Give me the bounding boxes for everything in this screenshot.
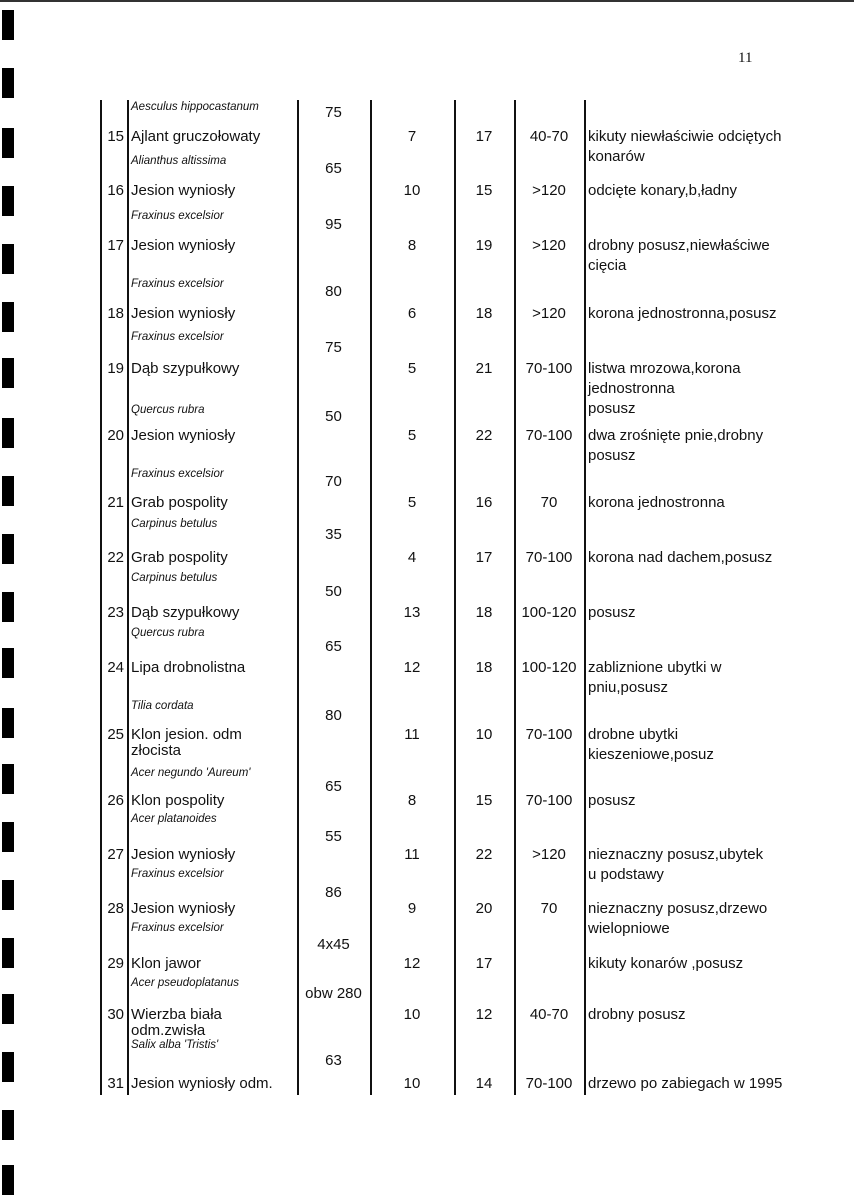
tree-height: 5 <box>407 360 417 377</box>
condition-note: drobny posusz <box>588 1006 686 1023</box>
condition-note: nieznaczny posusz,ubytek <box>588 846 764 863</box>
condition-note: posusz <box>588 604 636 621</box>
tree-age: >120 <box>532 846 566 863</box>
tree-age: 40-70 <box>529 128 569 145</box>
species-name: Jesion wyniosły <box>131 427 236 444</box>
binding-mark <box>2 358 14 388</box>
binding-mark <box>2 1052 14 1082</box>
tree-age: >120 <box>532 305 566 322</box>
trunk-circumference: 65 <box>325 778 342 795</box>
trunk-circumference: 63 <box>325 1052 342 1069</box>
trunk-circumference: 86 <box>325 884 342 901</box>
condition-note: korona jednostronna <box>588 494 725 511</box>
species-name: Jesion wyniosły <box>131 182 236 199</box>
tree-height: 13 <box>403 604 421 621</box>
trunk-circumference: 80 <box>325 283 342 300</box>
tree-age: 40-70 <box>529 1006 569 1023</box>
tree-height: 10 <box>403 1006 421 1023</box>
binding-mark <box>2 302 14 332</box>
row-number: 25 <box>107 726 124 743</box>
tree-height: 12 <box>403 955 421 972</box>
crown-width: 12 <box>475 1006 493 1023</box>
binding-mark <box>2 880 14 910</box>
species-name: Klon jesion. odm <box>131 726 242 743</box>
crown-width: 15 <box>475 792 493 809</box>
tree-height: 11 <box>404 726 420 743</box>
binding-mark <box>2 822 14 852</box>
latin-name: Fraxinus excelsior <box>131 468 224 480</box>
binding-mark <box>2 128 14 158</box>
tree-height: 10 <box>403 182 421 199</box>
trunk-circumference: 65 <box>325 638 342 655</box>
tree-age: 70-100 <box>525 427 573 444</box>
crown-width: 14 <box>475 1075 493 1092</box>
tree-age: >120 <box>532 182 566 199</box>
binding-mark <box>2 592 14 622</box>
trunk-circumference: 95 <box>325 216 342 233</box>
species-name: Dąb szypułkowy <box>131 604 240 621</box>
tree-age: 70 <box>540 900 558 917</box>
latin-name: Quercus rubra <box>131 627 205 639</box>
latin-name: Salix alba 'Tristis' <box>131 1039 219 1051</box>
condition-note: dwa zrośnięte pnie,drobny <box>588 427 764 444</box>
condition-note: zabliznione ubytki w <box>588 659 722 676</box>
tree-age: >120 <box>532 237 566 254</box>
tree-age: 70-100 <box>525 549 573 566</box>
tree-height: 7 <box>407 128 417 145</box>
crown-width: 17 <box>475 549 493 566</box>
condition-note: drobne ubytki <box>588 726 679 743</box>
species-name: Jesion wyniosły odm. <box>131 1075 273 1092</box>
binding-mark <box>2 68 14 98</box>
species-name: Grab pospolity <box>131 549 228 566</box>
trunk-circumference: 65 <box>325 160 342 177</box>
species-name: Wierzba biała <box>131 1006 222 1023</box>
latin-name: Acer negundo 'Aureum' <box>131 767 251 779</box>
condition-note: posusz <box>588 792 636 809</box>
condition-note: nieznaczny posusz,drzewo <box>588 900 768 917</box>
tree-height: 8 <box>407 237 417 254</box>
row-number: 27 <box>107 846 124 863</box>
crown-width: 15 <box>475 182 493 199</box>
latin-name: Fraxinus excelsior <box>131 868 224 880</box>
binding-mark <box>2 994 14 1024</box>
condition-note: u podstawy <box>588 866 664 883</box>
crown-width: 10 <box>475 726 493 743</box>
page-number: 11 <box>738 50 753 66</box>
latin-name: Fraxinus excelsior <box>131 278 224 290</box>
latin-name: Tilia cordata <box>131 700 194 712</box>
condition-note: cięcia <box>588 257 627 274</box>
condition-note: wielopniowe <box>588 920 670 937</box>
tree-height: 5 <box>407 427 417 444</box>
condition-note: kikuty konarów ,posusz <box>588 955 744 972</box>
row-number: 29 <box>107 955 124 972</box>
species-name: Dąb szypułkowy <box>131 360 240 377</box>
trunk-circumference: 75 <box>325 339 342 356</box>
binding-mark <box>2 10 14 40</box>
tree-age: 100-120 <box>521 659 577 676</box>
row-number: 22 <box>107 549 124 566</box>
crown-width: 22 <box>475 427 493 444</box>
condition-note: drzewo po zabiegach w 1995 <box>588 1075 783 1092</box>
row-number: 18 <box>107 305 124 322</box>
crown-width: 18 <box>475 659 493 676</box>
tree-height: 4 <box>407 549 417 566</box>
condition-note: kieszeniowe,posuz <box>588 746 714 763</box>
condition-note: kikuty niewłaściwie odciętych <box>588 128 782 145</box>
binding-mark <box>2 1110 14 1140</box>
row-number: 31 <box>107 1075 124 1092</box>
binding-mark <box>2 534 14 564</box>
binding-mark <box>2 476 14 506</box>
crown-width: 21 <box>475 360 493 377</box>
condition-note: pniu,posusz <box>588 679 669 696</box>
trunk-circumference: 75 <box>325 104 342 121</box>
condition-note: drobny posusz,niewłaściwe <box>588 237 770 254</box>
species-name: Jesion wyniosły <box>131 900 236 917</box>
latin-name: Carpinus betulus <box>131 572 218 584</box>
condition-note: konarów <box>588 148 645 165</box>
trunk-circumference: 35 <box>325 526 342 543</box>
trunk-circumference: 4x45 <box>317 936 350 953</box>
species-name: Jesion wyniosły <box>131 305 236 322</box>
page-top-border <box>0 0 854 2</box>
species-name: Ajlant gruczołowaty <box>131 128 261 145</box>
row-number: 19 <box>107 360 124 377</box>
species-name: Grab pospolity <box>131 494 228 511</box>
latin-name: Quercus rubra <box>131 404 205 416</box>
binding-mark <box>2 764 14 794</box>
binding-mark <box>2 648 14 678</box>
row-number: 17 <box>107 237 124 254</box>
row-number: 16 <box>107 182 124 199</box>
tree-height: 6 <box>407 305 417 322</box>
condition-note: posusz <box>588 447 636 464</box>
species-name: Klon jawor <box>131 955 202 972</box>
binding-mark <box>2 244 14 274</box>
tree-height: 8 <box>407 792 417 809</box>
crown-width: 19 <box>475 237 493 254</box>
species-name: Klon pospolity <box>131 792 225 809</box>
tree-age: 70-100 <box>525 726 573 743</box>
latin-name: Aesculus hippocastanum <box>131 101 259 113</box>
tree-height: 11 <box>404 846 420 863</box>
crown-width: 18 <box>475 604 493 621</box>
crown-width: 17 <box>475 128 493 145</box>
binding-mark <box>2 1165 14 1195</box>
column-divider <box>584 100 586 1095</box>
species-name-cont: odm.zwisła <box>131 1022 206 1039</box>
crown-width: 20 <box>475 900 493 917</box>
condition-note: posusz <box>588 400 636 417</box>
tree-age: 70-100 <box>525 1075 573 1092</box>
tree-height: 5 <box>407 494 417 511</box>
condition-note: listwa mrozowa,korona <box>588 360 741 377</box>
trunk-circumference: obw 280 <box>305 985 362 1002</box>
binding-mark <box>2 938 14 968</box>
crown-width: 16 <box>475 494 493 511</box>
binding-mark <box>2 418 14 448</box>
trunk-circumference: 55 <box>325 828 342 845</box>
row-number: 24 <box>107 659 124 676</box>
latin-name: Fraxinus excelsior <box>131 210 224 222</box>
row-number: 15 <box>107 128 124 145</box>
tree-age: 70-100 <box>525 360 573 377</box>
row-number: 21 <box>107 494 124 511</box>
row-number: 20 <box>107 427 124 444</box>
tree-height: 9 <box>407 900 417 917</box>
crown-width: 22 <box>475 846 493 863</box>
trunk-circumference: 80 <box>325 707 342 724</box>
column-divider <box>127 100 129 1095</box>
trunk-circumference: 70 <box>325 473 342 490</box>
condition-note: korona nad dachem,posusz <box>588 549 773 566</box>
condition-note: jednostronna <box>588 380 675 397</box>
binding-mark <box>2 186 14 216</box>
species-name: Lipa drobnolistna <box>131 659 246 676</box>
tree-height: 12 <box>403 659 421 676</box>
latin-name: Alianthus altissima <box>131 155 227 167</box>
species-name-cont: złocista <box>131 742 182 759</box>
tree-age: 70-100 <box>525 792 573 809</box>
latin-name: Acer pseudoplatanus <box>131 977 240 989</box>
tree-age: 100-120 <box>521 604 577 621</box>
latin-name: Acer platanoides <box>131 813 217 825</box>
species-name: Jesion wyniosły <box>131 237 236 254</box>
tree-height: 10 <box>403 1075 421 1092</box>
crown-width: 17 <box>475 955 493 972</box>
row-number: 28 <box>107 900 124 917</box>
tree-age: 70 <box>540 494 558 511</box>
latin-name: Fraxinus excelsior <box>131 922 224 934</box>
trunk-circumference: 50 <box>325 583 342 600</box>
latin-name: Carpinus betulus <box>131 518 218 530</box>
crown-width: 18 <box>475 305 493 322</box>
species-name: Jesion wyniosły <box>131 846 236 863</box>
row-number: 23 <box>107 604 124 621</box>
trunk-circumference: 50 <box>325 408 342 425</box>
condition-note: odcięte konary,b,ładny <box>588 182 737 199</box>
row-number: 30 <box>107 1006 124 1023</box>
binding-mark <box>2 708 14 738</box>
condition-note: korona jednostronna,posusz <box>588 305 777 322</box>
latin-name: Fraxinus excelsior <box>131 331 224 343</box>
row-number: 26 <box>107 792 124 809</box>
